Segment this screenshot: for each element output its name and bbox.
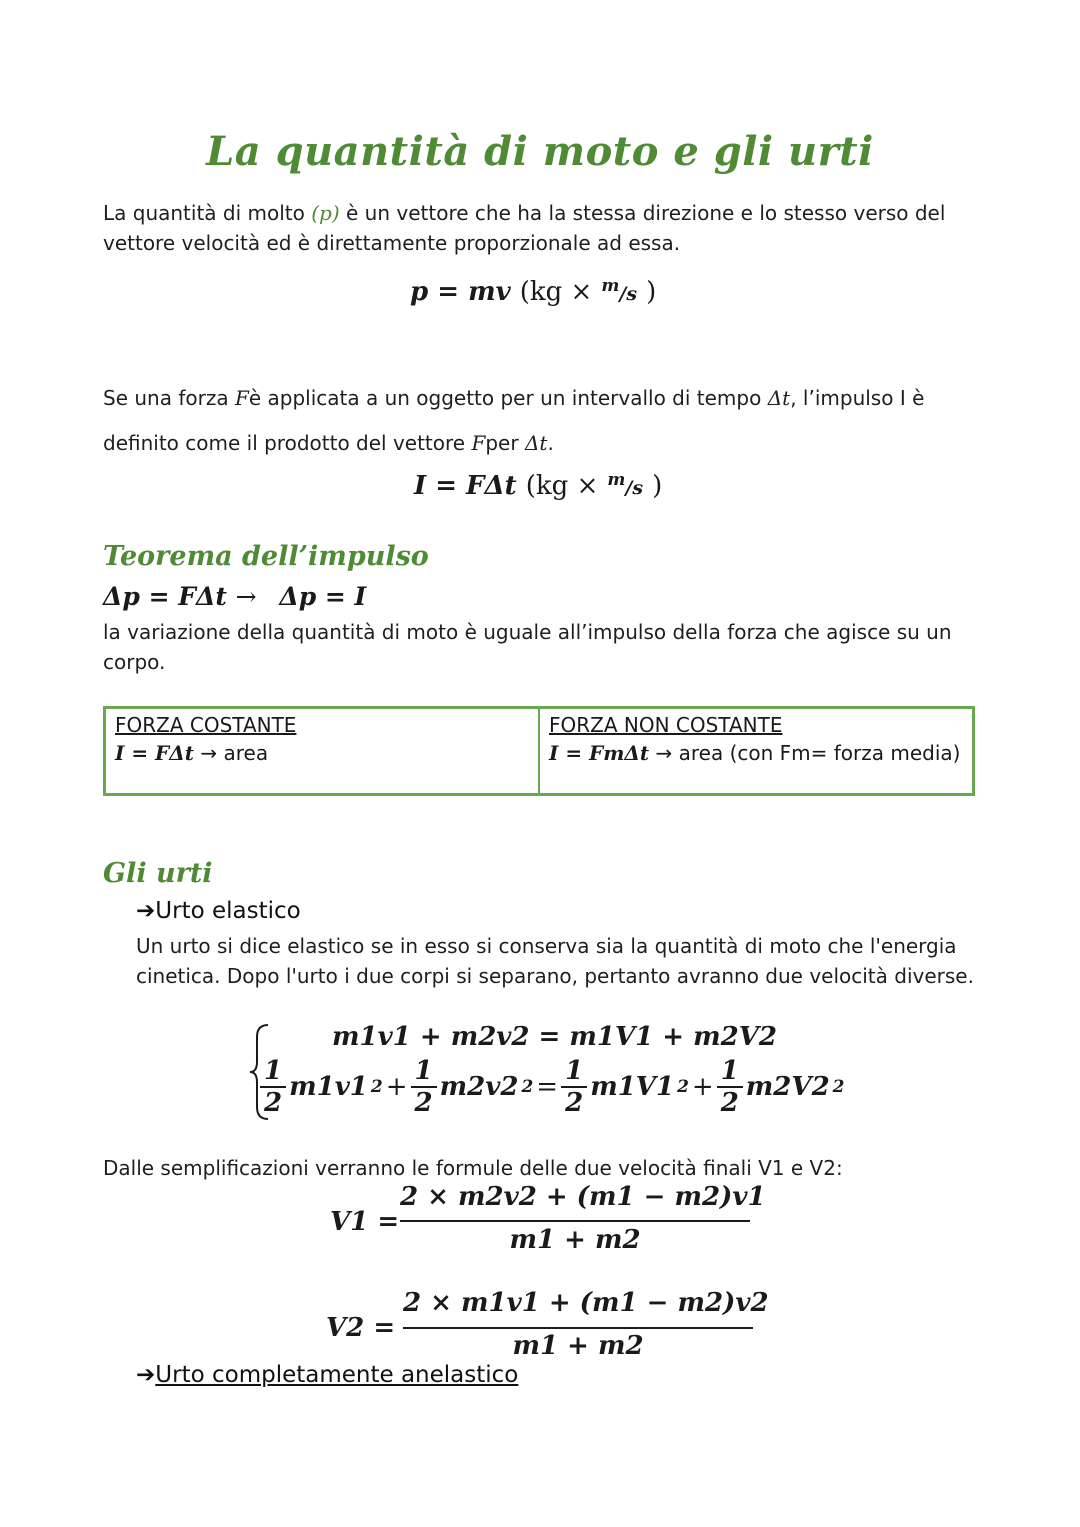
page-title: La quantità di moto e gli urti <box>206 128 874 175</box>
right-arrow-icon: → <box>200 741 218 765</box>
impulse-paragraph-line1: Se una forza Fè applicata a un oggetto per un intervallo di tempo Δt, l’impulso I è <box>103 386 925 410</box>
v2-fraction-bar <box>403 1327 753 1329</box>
theorem-heading: Teorema dell’impulso <box>103 541 429 572</box>
inelastic-heading: ➔Urto completamente anelastico <box>136 1362 519 1388</box>
arrow-bullet-icon: ➔ <box>136 1362 156 1388</box>
right-arrow-icon: → <box>655 741 673 765</box>
constant-force-header: FORZA COSTANTE <box>115 713 297 737</box>
final-velocities-text: Dalle semplificazioni verranno le formule delle due velocità finali V1 e V2: <box>103 1156 843 1180</box>
v1-lhs: V1 = <box>330 1207 400 1237</box>
momentum-formula: p = mv (kg × $^m$/s ) <box>410 276 657 307</box>
right-arrow-icon: → <box>235 582 257 611</box>
v1-denominator: m1 + m2 <box>509 1225 641 1255</box>
v1-fraction-bar <box>400 1220 750 1222</box>
impulse-formula: I = FΔt (kg × $^m$/s ) <box>414 470 663 501</box>
intro-paragraph: La quantità di molto (p) è un vettore che ha la stessa direzione e lo stesso verso del vettore velocità ed è direttamente proporzionale ad essa. <box>103 201 946 255</box>
arrow-bullet-icon: ➔ <box>136 898 156 924</box>
energy-conservation: $\frac{1}{2}$ m1v1 2 + $\frac{1}{2}$ m2v2 2 = $\frac{1}{2}$ m1V1 2 + $\frac{1}{2}$ m2V2 2 <box>260 1056 845 1118</box>
impulse-paragraph-line2: definito come il prodotto del vettore Fper Δt. <box>103 431 554 455</box>
v2-numerator: 2 × m1v1 + (m1 − m2)v2 <box>403 1288 769 1318</box>
elastic-text: Un urto si dice elastico se in esso si conserva sia la quantità di moto che l'energia cinetica. Dopo l'urto i due corpi si separano, pertanto avranno due velocità diverse. <box>136 934 974 988</box>
collisions-heading: Gli urti <box>103 858 213 889</box>
non-constant-force-header: FORZA NON COSTANTE <box>549 713 783 737</box>
elastic-heading: ➔Urto elastico <box>136 898 301 924</box>
non-constant-force-cell: FORZA NON COSTANTE I = FmΔt → area (con Fm= forza media) <box>538 709 972 793</box>
v1-numerator: 2 × m2v2 + (m1 − m2)v1 <box>400 1182 766 1212</box>
momentum-symbol: (p) <box>311 201 340 225</box>
v2-denominator: m1 + m2 <box>512 1331 644 1361</box>
momentum-conservation: m1v1 + m2v2 = m1V1 + m2V2 <box>332 1022 777 1052</box>
theorem-text: la variazione della quantità di moto è uguale all’impulso della forza che agisce su un corpo. <box>103 620 952 674</box>
v2-lhs: V2 = <box>326 1313 396 1343</box>
theorem-formula: Δp = FΔt → Δp = I <box>103 582 367 611</box>
force-table <box>103 706 975 796</box>
equation-system <box>248 1022 848 1122</box>
constant-force-cell: FORZA COSTANTE I = FΔt → area <box>106 709 538 793</box>
